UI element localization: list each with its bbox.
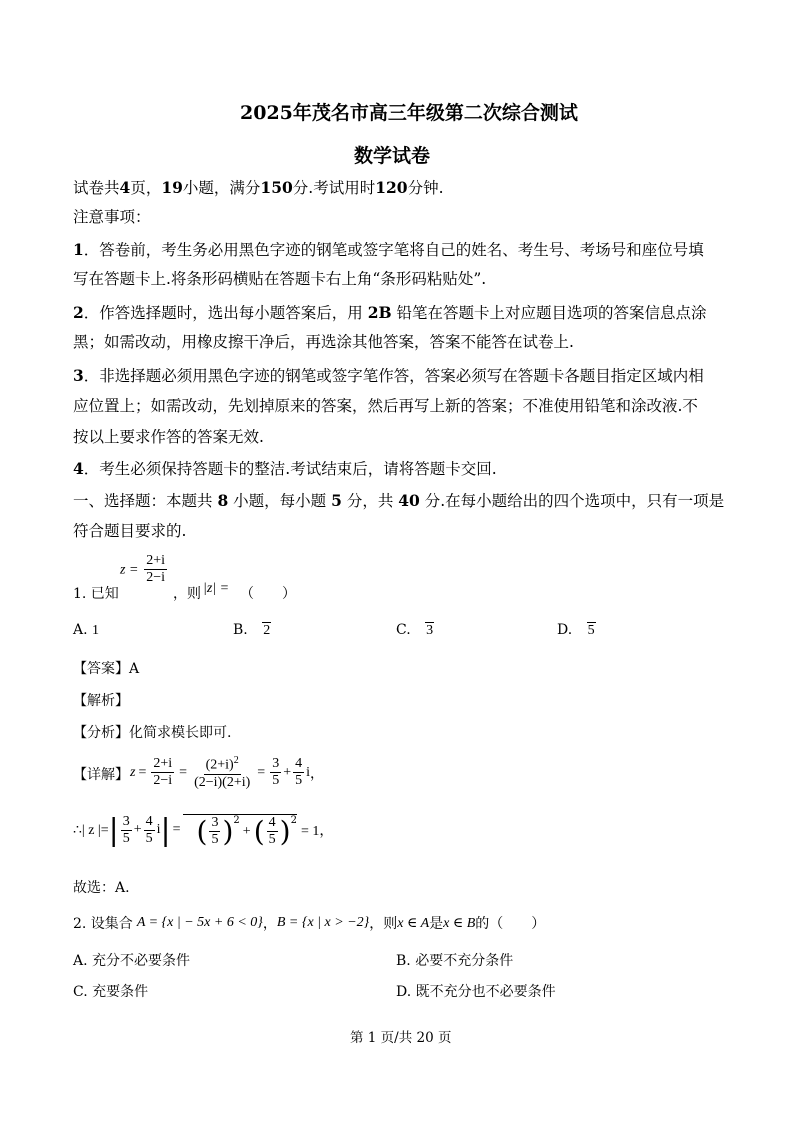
fraction-denominator: 5: [272, 773, 280, 789]
modulus-plus: +: [133, 822, 142, 838]
fraction-numerator: 4: [267, 815, 278, 832]
fraction-denominator: 5: [122, 830, 130, 846]
note-number: 3: [73, 366, 84, 385]
abs-bar-right-icon: |: [160, 812, 171, 848]
detail-eq: =: [138, 764, 147, 780]
superscript: 2: [233, 755, 239, 766]
option-value: 1: [92, 623, 100, 638]
superscript: 2: [290, 815, 297, 826]
q2-is: 是: [429, 916, 444, 932]
q2-option-c: [73, 981, 148, 1001]
intro-text: 小题，满分: [182, 179, 261, 197]
option-label: D.: [557, 622, 577, 638]
fraction-denominator: 5: [295, 773, 303, 789]
q2-option-b: [396, 950, 513, 970]
note-number: 2: [73, 303, 84, 322]
option-label: A.: [73, 622, 93, 638]
q1-label: 1. 已知: [73, 586, 119, 602]
exam-title: 2025年茂名市高三年级第二次综合测试: [240, 102, 578, 124]
detail-fraction-2: [192, 755, 252, 791]
q1-absz: |z| =: [203, 581, 230, 596]
note-1-line-1: [73, 242, 704, 259]
intro-pages: 4: [119, 178, 131, 197]
fenxi-tag: 【分析】: [73, 725, 129, 741]
intro-text: 页，: [130, 179, 162, 197]
section-total: 40: [398, 491, 420, 510]
q2-label: 2. 设集合: [73, 916, 133, 932]
note-number: 4: [73, 459, 84, 478]
note-4-line-1: [73, 461, 497, 478]
sqrt-fraction-1: [209, 815, 220, 848]
option-label: B.: [233, 622, 253, 638]
note-text: ．答卷前，考生务必用黑色字迹的钢笔或签字笔将自己的姓名、考生号、考场号和座位号填: [83, 241, 704, 259]
modulus-pre: ∴| z |=: [73, 822, 109, 838]
modulus-fraction-b: [144, 814, 155, 847]
note-3-line-3: 按以上要求作答的答案无效.: [73, 428, 264, 446]
option-label: C.: [396, 622, 416, 638]
option-value: 5: [587, 623, 595, 638]
q2-blank: 的（ ）: [475, 916, 546, 932]
fraction-denominator: 5: [145, 830, 153, 846]
fraction-numerator: 4: [293, 756, 304, 773]
abs-bar-left-icon: |: [108, 812, 119, 848]
section-count: 8: [217, 491, 229, 510]
q1-detail-expression: [130, 755, 324, 791]
option-label: D.: [396, 984, 416, 1000]
q1-expression: [120, 553, 169, 586]
intro-line: [73, 180, 444, 197]
option-label: B.: [396, 953, 416, 969]
answer-value: A: [129, 661, 140, 677]
q1-modulus-line: [73, 812, 333, 848]
intro-text: 分钟.: [407, 179, 444, 197]
detail-eq: =: [257, 764, 266, 780]
note-bold: 2B: [367, 303, 392, 322]
option-value: 既不充分也不必要条件: [415, 984, 556, 1000]
q1-blank: （ ）: [240, 586, 296, 602]
detail-plus: +: [283, 764, 292, 780]
section-1-line-2: 符合题目要求的.: [73, 522, 187, 540]
paren-right-icon: ): [279, 815, 291, 849]
q1-option-c: [396, 622, 434, 639]
option-label: A.: [73, 953, 93, 969]
q2-set-b: B = {x | x > −2}: [276, 915, 370, 930]
note-text: ．考生必须保持答题卡的整洁.考试结束后，请将答题卡交回.: [83, 460, 497, 478]
note-3-line-2: 应位置上；如需改动，先划掉原来的答案，然后再写上新的答案；不准使用铅笔和涂改液.不: [73, 397, 698, 415]
intro-score: 150: [260, 178, 293, 197]
modulus-imag: i: [156, 822, 161, 838]
sqrt-plus: +: [242, 823, 251, 839]
option-value: 充分不必要条件: [92, 953, 191, 969]
modulus-eq: =: [172, 822, 181, 838]
fraction-numerator: 3: [121, 814, 132, 831]
q2-set-a: A = {x | − 5x + 6 < 0}: [136, 915, 263, 930]
note-2-line-1: [73, 305, 707, 322]
section-text: 分，共: [341, 492, 399, 510]
q1-answer: [73, 658, 139, 678]
q1-eq: =: [129, 562, 138, 578]
note-text: ．非选择题必须用黑色字迹的钢笔或签字笔作答，答案必须写在答题卡各题目指定区域内相: [83, 367, 704, 385]
q1-analysis-tag: 【解析】: [73, 693, 129, 709]
paren-left-icon: (: [196, 815, 208, 849]
detail-var: z: [130, 764, 136, 780]
section-text: 小题，每小题: [228, 492, 332, 510]
fraction-numerator: (2+i): [205, 757, 234, 773]
option-value: 3: [426, 623, 434, 638]
fraction-numerator: 3: [270, 756, 281, 773]
fraction-denominator: 2−i: [153, 773, 173, 789]
intro-text: 试卷共: [73, 179, 120, 197]
note-1-line-2: 写在答题卡上.将条形码横贴在答题卡右上角“条形码粘贴处”.: [73, 270, 487, 288]
option-value: 2: [263, 623, 271, 638]
fraction-denominator: 5: [268, 832, 276, 848]
detail-fraction-4: [293, 756, 304, 789]
sqrt-fraction-2: [267, 815, 278, 848]
q1-option-b: [233, 622, 271, 639]
answer-tag: 【答案】: [73, 661, 129, 677]
q1-fraction: [144, 553, 167, 586]
sqrt-expression: [183, 814, 297, 848]
detail-fraction-1: [151, 756, 174, 789]
intro-time: 120: [375, 178, 408, 197]
q1-conclusion: 故选：A.: [73, 880, 130, 896]
q2-option-a: [73, 950, 190, 970]
section-each: 5: [331, 491, 342, 510]
paren-left-icon: (: [253, 815, 265, 849]
section-text: 一、选择题：本题共: [73, 492, 218, 510]
detail-imag: i: [306, 764, 310, 780]
option-label: C.: [73, 984, 93, 1000]
q2-cond-a: x ∈ A: [397, 915, 430, 931]
note-text: ．作答选择题时，选出每小题答案后，用: [83, 304, 368, 322]
note-2-line-2: 黑；如需改动，用橡皮擦干净后，再选涂其他答案，答案不能答在试卷上.: [73, 333, 574, 351]
fraction-numerator: 2+i: [151, 756, 174, 773]
superscript: 2: [233, 815, 240, 826]
paren-right-icon: ): [222, 815, 234, 849]
fraction-denominator: (2−i)(2+i): [194, 774, 251, 790]
q1-then: ，则: [173, 586, 201, 602]
note-text: 铅笔在答题卡上对应题目选项的答案信息点涂: [391, 304, 707, 322]
note-number: 1: [73, 240, 84, 259]
q1-var: z: [120, 562, 126, 578]
q1-option-a: [73, 622, 99, 639]
section-1-header: [73, 493, 724, 510]
intro-questions: 19: [161, 178, 183, 197]
fraction-denominator: 2−i: [146, 570, 166, 586]
modulus-result: = 1，: [300, 824, 334, 840]
section-text: 分.在每小题给出的四个选项中，只有一项是: [419, 492, 725, 510]
fraction-denominator: 5: [211, 832, 219, 848]
intro-text: 分.考试用时: [292, 179, 376, 197]
page-footer: 第 1 页/共 20 页: [350, 1030, 452, 1046]
detail-eq: =: [179, 764, 188, 780]
exam-subtitle: 数学试卷: [354, 145, 431, 167]
q2-then: ，则: [369, 916, 398, 932]
q2-stem: [73, 913, 545, 933]
q1-fenxi: [73, 722, 231, 742]
q2-cond-b: x ∈ B: [443, 915, 476, 931]
q2-comma: ，: [262, 916, 277, 932]
q2-option-d: [396, 981, 556, 1001]
notice-heading: 注意事项：: [73, 208, 151, 226]
fraction-numerator: 3: [209, 815, 220, 832]
note-3-line-1: [73, 368, 704, 385]
q1-detail-tag: 【详解】: [73, 767, 129, 783]
detail-fraction-3: [270, 756, 281, 789]
fraction-numerator: 4: [144, 814, 155, 831]
fenxi-text: 化简求模长即可.: [129, 725, 232, 741]
option-value: 必要不充分条件: [415, 953, 514, 969]
option-value: 充要条件: [92, 984, 149, 1000]
modulus-fraction-a: [121, 814, 132, 847]
fraction-numerator: 2+i: [144, 553, 167, 570]
detail-end: ，: [309, 765, 324, 782]
